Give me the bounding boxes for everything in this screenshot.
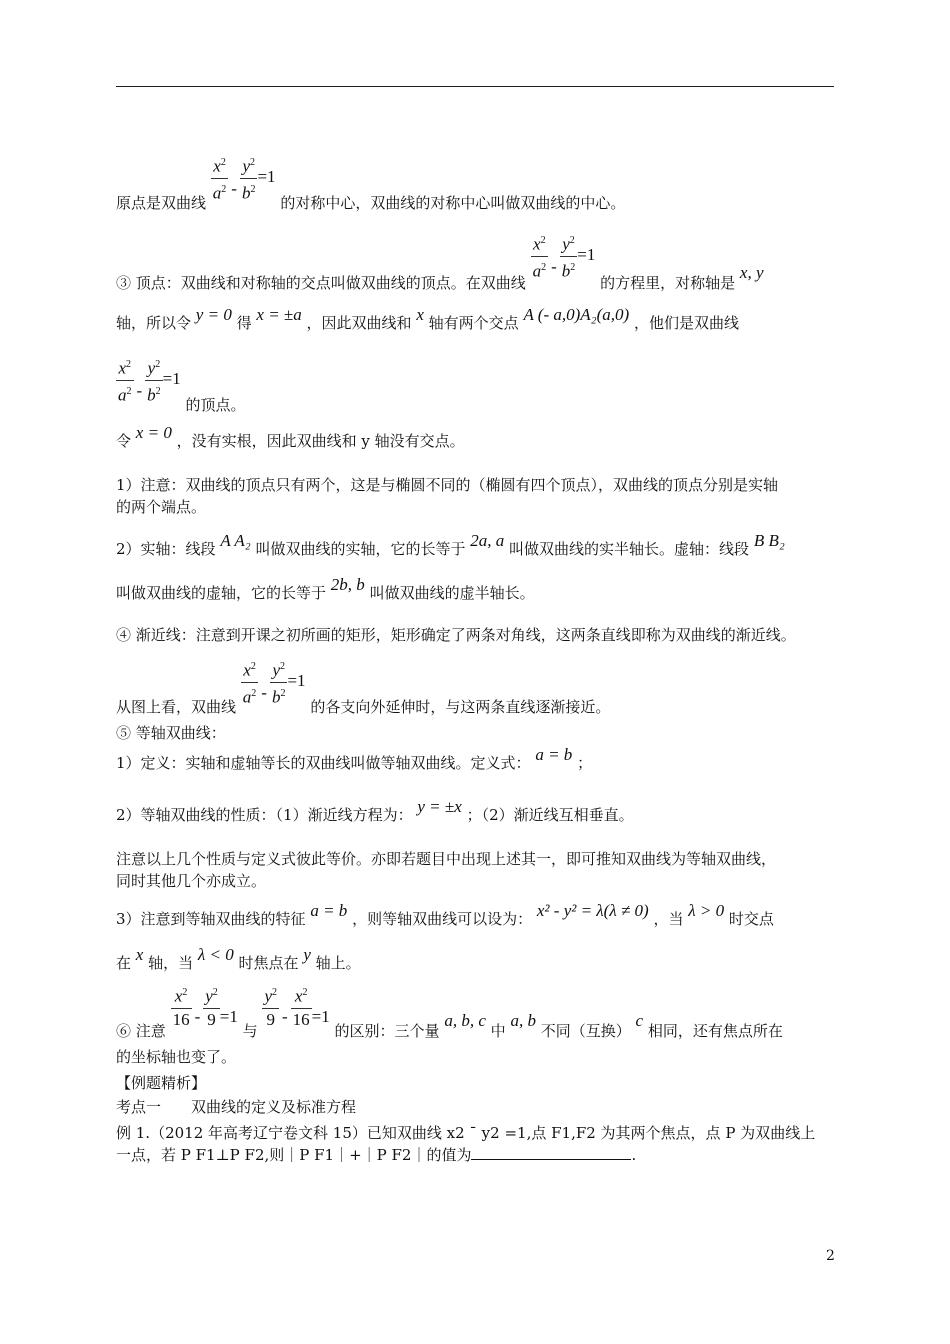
paragraph-axis-changed: 的坐标轴也变了。: [116, 1048, 237, 1066]
paragraph-equiaxial-form: 3）注意到等轴双曲线的特征 a = b ，则等轴双曲线可以设为： x² - y² = λ(λ ≠ 0) ，当 λ > 0 时交点: [116, 901, 774, 928]
math-a-eq-b: a = b: [535, 745, 573, 764]
header-rule: [116, 86, 834, 87]
text: ⑥ 注意: [116, 1022, 166, 1041]
paragraph-equivalence: 注意以上几个性质与定义式彼此等价。亦即若题目中出现上述其一，即可推知双曲线为等轴双曲线， 同时其他几个亦成立。: [116, 850, 777, 890]
paragraph-vertex: ③ 顶点：双曲线和对称轴的交点叫做双曲线的顶点。在双曲线 $\frac{x^2}{a^2}$ - $\frac{y^2}{b^2}$ =1 的方程里，对称轴是 x, y: [116, 228, 764, 280]
math-c: c: [635, 1011, 644, 1031]
fraction-x2-16: $\frac{x^2}{16}$: [171, 982, 192, 1031]
text: 的方程里，对称轴是: [600, 274, 736, 293]
math-x: x: [416, 305, 424, 324]
fraction-x2-a2: $\frac{x^2}{a^2}$: [211, 152, 229, 204]
math-y-pm-x: y = ±x: [417, 797, 462, 816]
paragraph-vertex-end: $\frac{x^2}{a^2}$ - $\frac{y^2}{b^2}$ =1 的顶点。: [116, 350, 246, 402]
math-axes: x, y: [739, 263, 764, 283]
math-y-zero: y = 0: [195, 305, 232, 324]
math-ab: a, b: [510, 1011, 536, 1031]
paragraph-difference: ⑥ 注意 $\frac{x^2}{16}$ - $\frac{y^2}{9}$ =1 与 $\frac{y^2}{9}$ - $\frac{x^2}{16}$ =1 的区别：三个量 a, b, c 中 a, b 不同（互换） c 相同，还有焦点所在: [116, 978, 783, 1027]
math-a-eq-b: a = b: [310, 901, 348, 920]
math-vertex-points: A (- a,0)A₂(a,0): [523, 305, 630, 324]
topic-heading: 考点一 双曲线的定义及标准方程: [116, 1098, 357, 1116]
math-2a-a: 2a, a: [470, 531, 505, 550]
paragraph-focus-location: 在 x 轴，当 λ < 0 时焦点在 y 轴上。: [116, 945, 361, 972]
fraction-x2-16: $\frac{x^2}{16}$: [291, 982, 312, 1031]
paragraph-definition: 1）定义：实轴和虚轴等长的双曲线叫做等轴双曲线。定义式： a = b ；: [116, 745, 593, 772]
math-x-zero: x = 0: [135, 423, 172, 442]
text: 的区别：三个量: [334, 1022, 440, 1041]
paragraph-imag-axis: 叫做双曲线的虚轴，它的长等于 2b, b 叫做双曲线的虚半轴长。: [116, 575, 535, 602]
text: 相同，还有焦点所在: [647, 1022, 783, 1041]
text: 不同（互换）: [540, 1022, 631, 1041]
fraction-y2-b2: $\frac{y^2}{b^2}$: [270, 656, 288, 708]
math-a-a2: A A₂: [220, 531, 251, 550]
math-x: x: [135, 945, 144, 964]
text: 原点是双曲线: [116, 194, 207, 213]
paragraph-from-graph: 从图上看，双曲线 $\frac{x^2}{a^2}$ - $\frac{y^2}{b^2}$ =1 的各支向外延伸时，与这两条直线逐渐接近。: [116, 652, 610, 704]
text: 的顶点。: [185, 396, 246, 415]
math-y: y: [303, 945, 311, 964]
paragraph-equiaxial-title: ⑤ 等轴双曲线：: [116, 724, 226, 742]
text: 从图上看，双曲线: [116, 698, 237, 717]
text: 的对称中心，双曲线的对称中心叫做双曲线的中心。: [280, 194, 626, 213]
fraction-y2-b2: $\frac{y^2}{b^2}$: [145, 354, 163, 406]
paragraph-note-1: 1）注意：双曲线的顶点只有两个，这是与椭圆不同的（椭圆有四个顶点），双曲线的顶点分别是实轴 的两个端点。: [116, 476, 779, 516]
paragraph-real-axis: 2）实轴：线段 A A₂ 叫做双曲线的实轴，它的长等于 2a, a 叫做双曲线的实半轴长。虚轴：线段 B B₂: [116, 531, 785, 558]
text: 的各支向外延伸时，与这两条直线逐渐接近。: [310, 698, 611, 717]
paragraph-properties: 2）等轴双曲线的性质：（1）渐近线方程为： y = ±x ；（2）渐近线互相垂直。: [116, 797, 634, 824]
paragraph-no-y-intersect: 令 x = 0 ，没有实根，因此双曲线和 y 轴没有交点。: [116, 423, 465, 450]
fraction-x2-a2: $\frac{x^2}{a^2}$: [116, 354, 134, 406]
page-number: 2: [826, 1248, 835, 1264]
section-heading-examples: 【例题精析】: [116, 1074, 207, 1092]
math-lambda-equation: x² - y² = λ(λ ≠ 0): [536, 901, 649, 920]
math-abc: a, b, c: [444, 1011, 486, 1031]
math-lambda-lt-0: λ < 0: [197, 945, 234, 964]
math-x-pm-a: x = ±a: [256, 305, 302, 324]
example-1: 例 1.（2012 年高考辽宁卷文科 15）已知双曲线 x2 ˉ y2 =1,点 F1,F2 为其两个焦点，点 P 为双曲线上 一点，若 P F1⊥P F2,则｜P F1｜+｜P F2｜的值为 .: [116, 1124, 816, 1164]
fraction-y2-9: $\frac{y^2}{9}$: [203, 982, 220, 1031]
math-lambda-gt-0: λ > 0: [688, 901, 725, 920]
math-2b-b: 2b, b: [330, 575, 365, 594]
fraction-x2-a2: $\frac{x^2}{a^2}$: [531, 230, 549, 282]
math-b-b2: B B₂: [753, 531, 785, 550]
fraction-y2-b2: $\frac{y^2}{b^2}$: [560, 230, 578, 282]
fraction-x2-a2: $\frac{x^2}{a^2}$: [241, 656, 259, 708]
text: ③ 顶点：双曲线和对称轴的交点叫做双曲线的顶点。在双曲线: [116, 274, 526, 293]
fraction-y2-b2: $\frac{y^2}{b^2}$: [240, 152, 258, 204]
answer-blank: [471, 1145, 631, 1160]
text: 中: [490, 1022, 506, 1041]
paragraph-vertices: 轴，所以令 y = 0 得 x = ±a ，因此双曲线和 x 轴有两个交点 A (- a,0)A₂(a,0) ，他们是双曲线: [116, 305, 739, 332]
paragraph-origin-center: 原点是双曲线 $\frac{x^2}{a^2}$ - $\frac{y^2}{b^2}$ =1 的对称中心，双曲线的对称中心叫做双曲线的中心。: [116, 150, 625, 202]
text: 与: [242, 1022, 258, 1041]
paragraph-asymptote: ④ 渐近线：注意到开课之初所画的矩形，矩形确定了两条对角线，这两条直线即称为双曲线的渐近线。: [116, 626, 796, 644]
fraction-y2-9: $\frac{y^2}{9}$: [262, 982, 279, 1031]
